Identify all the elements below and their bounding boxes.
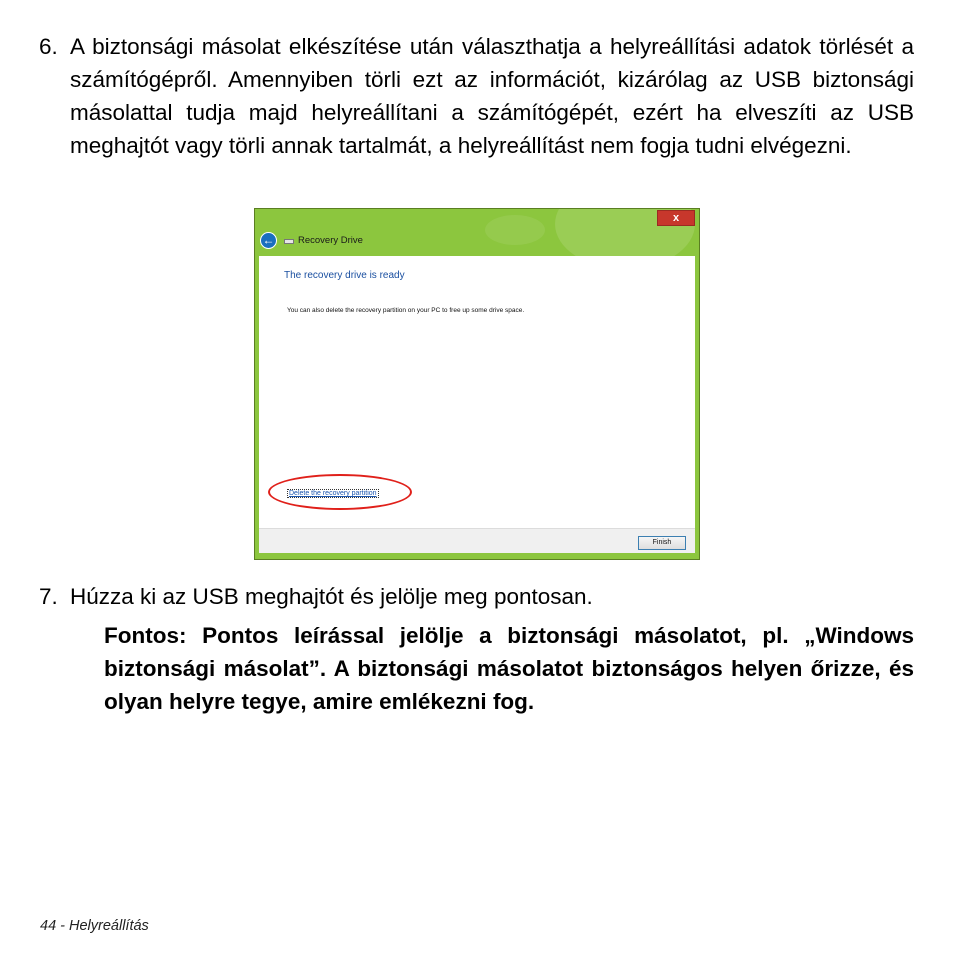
background-decoration — [485, 215, 545, 245]
drive-icon — [284, 239, 294, 244]
finish-button[interactable]: Finish — [638, 536, 686, 550]
wizard-description: You can also delete the recovery partition on your PC to free up some drive space. — [287, 307, 525, 314]
page-footer: 44 - Helyreállítás — [40, 918, 149, 934]
step-number: 6. — [39, 34, 58, 59]
window-title: Recovery Drive — [298, 235, 363, 246]
step-text: Húzza ki az USB meghajtót és jelölje meg pontosan. — [70, 584, 593, 609]
step-text: A biztonsági másolat elkészítése után választhatja a helyreállítási adatok törlését a számítógépről. Amennyiben törli ezt az információt, kizárólag az USB biztonsági másolattal tudja majd helyreállítani a számítógépét, ezért ha elveszíti az USB meghajtót vagy törli annak tartalmát, a helyreállítást nem fogja tudni elvégezni. — [70, 34, 914, 158]
step-6 — [39, 30, 914, 162]
wizard-heading: The recovery drive is ready — [284, 270, 405, 281]
step-7 — [39, 580, 914, 613]
highlight-circle — [268, 474, 412, 510]
step-number: 7. — [39, 584, 58, 609]
back-arrow-icon[interactable]: ← — [260, 232, 277, 249]
important-note: Fontos: Pontos leírással jelölje a biztonsági másolatot, pl. „Windows biztonsági másolat”. A biztonsági másolatot biztonságos helyen őrizze, és olyan helyre tegye, amire emlékezni fog. — [104, 623, 914, 714]
close-button[interactable]: x — [657, 210, 695, 226]
delete-recovery-partition-link[interactable]: Delete the recovery partition — [289, 490, 377, 497]
wizard-footer — [259, 528, 695, 553]
